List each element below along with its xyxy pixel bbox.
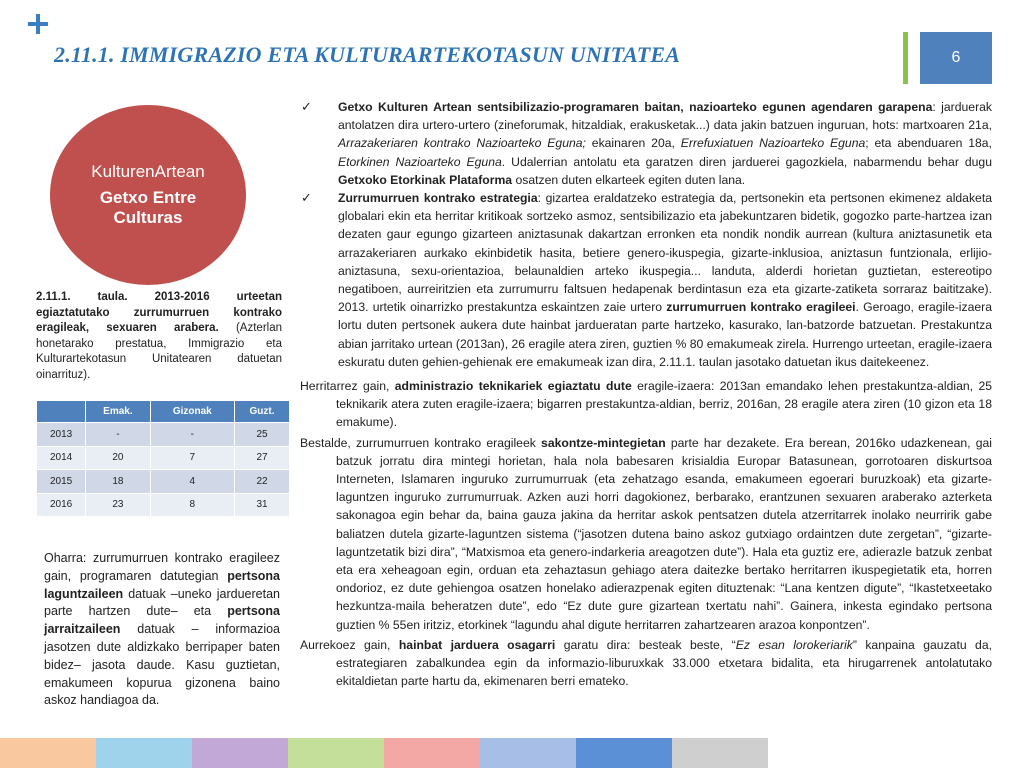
text-run: parte har dezakete. Era berean, 2016ko udazkenean, gai batzuk jorratu dira mintegi horietan, hala nola babesaren krisialdia Europar Batasunean, gorrotoaren diskurtsoa Interneten, Islamaren inguruko zurrumurruak (eta zehatzago esanda, emakumeen egoerari buruzkoak) eta gizarte-laguntzen inguruko zurrumurruak. Azken auzi horri dagokionez, berbarako, erantzunen sexuaren araberako azterketa sakonagoa egin behar da, baina gauza jakina da herritar askok pentsatzen dutela atzerritarrek inolako neurririk gabe baliatzen dutela gizarte-laguntzen sistema (“jasotzen dutena baino askoz gutxiago ordaintzen dute zergetan”, “gizarte-laguntzetatik bizi dira”, “Matxismoa eta genero-indarkeria areagotzen dute”). Hala eta guztiz ere, adierazle batzuk zenbat eta era xeheagoan egin, orduan eta zehaztasun gehiago atera daitezke bertako herritarren ikuspegietatik eta, horren ondorioz, ez dute gehiengoa osatzen honelako adierazpenak egiten dituztenak: “Lana kentzen digute”, “Ikastetxeetako hezkuntza-maila beheratzen dute”, edo “Ez dute gure gizartean txertatu nahi”. Gainera, inkesta egindako pertsona guztien % 55en iritziz, etorkinek “lagundu ahal digute herritarren zahartzearen arazoa konpontzen”.: [336, 435, 992, 632]
table-cell: -: [86, 423, 150, 447]
footer-block: [192, 738, 288, 768]
table-cell: 2015: [37, 470, 86, 494]
footer-block: [384, 738, 480, 768]
bold-run: zurrumurruen kontrako eragileei: [666, 300, 856, 315]
table-row: [37, 470, 290, 494]
checkmark-icon: ✓: [301, 190, 312, 206]
italic-run: Arrazakeriaren kontrako Nazioarteko Eguna;: [338, 136, 586, 151]
caption-rest: (Azterlan honetarako prestatua, Immigrazio eta Kulturartekotasun Unitatearen datuetan oinarrituz).: [36, 322, 282, 381]
circle-line-1: KulturenArtean: [91, 162, 205, 181]
table-header: Guzt.: [235, 401, 290, 423]
agents-table: [36, 400, 290, 517]
note-part: datuak – informazioa jasotzen dute aldizkako berripaper baten bidez– jasota daude. Kasu guztietan, emakumeen kopurua gizonena baino askoz handiagoa da.: [44, 622, 280, 708]
note-bold: pertsona jarraitzaileen: [44, 604, 280, 637]
italic-run: Errefuxiatuen Nazioarteko Eguna: [680, 136, 866, 151]
paragraph-technicians: [300, 377, 992, 432]
footer-block: [96, 738, 192, 768]
spacer: [300, 371, 992, 375]
page-number-badge: [920, 32, 992, 84]
table-cell: 2013: [37, 423, 86, 447]
accent-bar: [903, 32, 908, 84]
page-title: 2.11.1. IMMIGRAZIO ETA KULTURARTEKOTASUN UNITATEA: [54, 42, 681, 67]
table-cell: 23: [86, 493, 150, 517]
table-row: [37, 446, 290, 470]
table-cell: 31: [235, 493, 290, 517]
text-run: : gizartea eraldatzeko estrategia da, pertsonekin eta pertsonen ekimenez aldaketa globalari ekin eta herritar kritikoak sortzeko asmoz, sentsibilizazio eta jabekuntzaren bidetik, gogozko parte-hartzea izan dezaten gaur egungo gizarteen aniztasunak dakartzan erronken eta nondik nondik aurrean (kultura aniztasunetik eta arrazakeriaren aurkako ekinbidetik hasita, betiere genero-ikuspegia, gizarte-inklusioa, aniztasun funtzionala, erlijio-aniztasuna, sexu-orientazioa, belaunaldien arteko ikuspegia... landuta, alderdi horietan guztietan, estereotipo negatiboen, aurreiritzien eta zurrumurru faltsuen hedapenak berdintasun eza eta gizarte-zatiketa sorraraz baititzake). 2013. urtetik oinarrizko prestakuntza eskaintzen zaie urtero: [338, 191, 992, 315]
text-run: Aurrekoez gain,: [300, 637, 399, 652]
bullet-strategy: [300, 189, 992, 371]
note-text: [44, 550, 280, 710]
text-run: ; eta abenduaren 18a,: [865, 136, 992, 151]
page-number: 6: [951, 49, 961, 66]
table-header-row: [37, 401, 290, 423]
main-text: [300, 98, 992, 691]
text-run: osatzen duten elkarteek egiten duten lana.: [512, 172, 746, 187]
note-part: Oharra: zurrumurruen kontrako eragileez gain, programaren datutegian: [44, 551, 280, 583]
footer-block: [288, 738, 384, 768]
plus-icon: [28, 14, 48, 34]
bullet-bold: Getxo Kulturen Artean sentsibilizazio-programaren baitan, nazioarteko egunen agendaren garapena: [338, 100, 933, 114]
text-run: garatu dira: besteak beste, “: [555, 637, 736, 652]
kulturenartean-circle: [50, 105, 246, 285]
table-header: [37, 401, 86, 423]
note-bold: pertsona laguntzaileen: [44, 568, 280, 601]
table-cell: 22: [235, 470, 290, 494]
table-cell: 7: [150, 446, 234, 470]
bold-run: hainbat jarduera osagarri: [398, 637, 556, 652]
table-caption: [36, 290, 282, 383]
table-cell: 27: [235, 446, 290, 470]
checkmark-icon: ✓: [301, 99, 312, 114]
footer-color-strip: [0, 738, 768, 768]
text-run: : jarduerak antolatzen dira urtero-urtero (zineforumak, hitzaldiak, erakusketak...) data jakin batzuen inguruan, hots: martxoaren 21a,: [338, 100, 992, 133]
table-row: [37, 493, 290, 517]
table-cell: -: [150, 423, 234, 447]
table-header: Emak.: [86, 401, 150, 423]
table-cell: 2016: [37, 493, 86, 517]
text-run: Herritarrez gain,: [300, 379, 395, 394]
bullet-bold: Zurrumurruen kontrako estrategia: [338, 191, 538, 206]
caption-bold: 2.11.1. taula. 2013-2016 urteetan egiaztatutako zurrumurruen kontrako eragileak, sexuaren arabera.: [36, 291, 282, 334]
circle-line-2: Getxo Entre Culturas: [99, 188, 197, 227]
bullet-agenda: [300, 98, 992, 189]
bold-run: sakontze-mintegietan: [541, 435, 666, 450]
text-run: Bestalde, zurrumurruen kontrako eragileek: [300, 435, 542, 450]
paragraph-seminars: [300, 434, 992, 634]
table-cell: 18: [86, 470, 150, 494]
note-part: datuak –uneko jardueretan parte hartzen dute– eta: [44, 586, 280, 619]
table-cell: 4: [150, 470, 234, 494]
footer-block: [0, 738, 96, 768]
bold-run: Getxoko Etorkinak Plataforma: [338, 172, 513, 187]
paragraph-activities: [300, 636, 992, 691]
table-cell: 2014: [37, 446, 86, 470]
table-cell: 25: [235, 423, 290, 447]
text-run: eragile-izaera: 2013an emandako lehen prestakuntza-aldian, 25 teknikarik atera zuten eragile-izaera; bigarren prestakuntza-aldian, berriz, 2016an, 28 eragile atera ziren (10 gizon eta 18 emakume).: [336, 379, 992, 430]
bold-run: administrazio teknikariek egiaztatu dute: [394, 379, 632, 394]
table-cell: 20: [86, 446, 150, 470]
footer-block: [576, 738, 672, 768]
italic-run: Etorkinen Nazioarteko Eguna: [338, 154, 502, 169]
table-cell: 8: [150, 493, 234, 517]
text-run: ” kanpaina gauzatu da, estrategiaren zabalkundea egin da informazio-liburuxkak 33.000 etxetara bidalita, eta hirugarrenek antolatutako ekitaldietan parte hartu da, ekimenaren berri emateko.: [336, 637, 992, 689]
text-run: ekainaren 20a,: [585, 136, 681, 151]
text-run: . Geroago, eragile-izaera lortu duten pertsonek aukera dute hainbat jardueratan parte hartzeko, kasurako, lan-batzorde batzuetan. Prestakuntza abian jarritako urtean (2013an), 26 eragile atera ziren, guztien % 80 emakumeak zirela. Hurrengo urteetan, eragile-izaera eskuratu duten gehien-gehienak ere emakumeak izan dira, 2.11.1. taulan jasotako datuetan ikus daitekeenez.: [338, 300, 992, 369]
italic-run: Ez esan lorokeriarik: [735, 637, 853, 652]
footer-block: [480, 738, 576, 768]
text-run: . Udalerrian antolatu eta garatzen diren jarduerei gagozkiela, nabarmendu behar dugu: [501, 154, 992, 169]
table-row: [37, 423, 290, 447]
table-header: Gizonak: [150, 401, 234, 423]
footer-block: [672, 738, 768, 768]
